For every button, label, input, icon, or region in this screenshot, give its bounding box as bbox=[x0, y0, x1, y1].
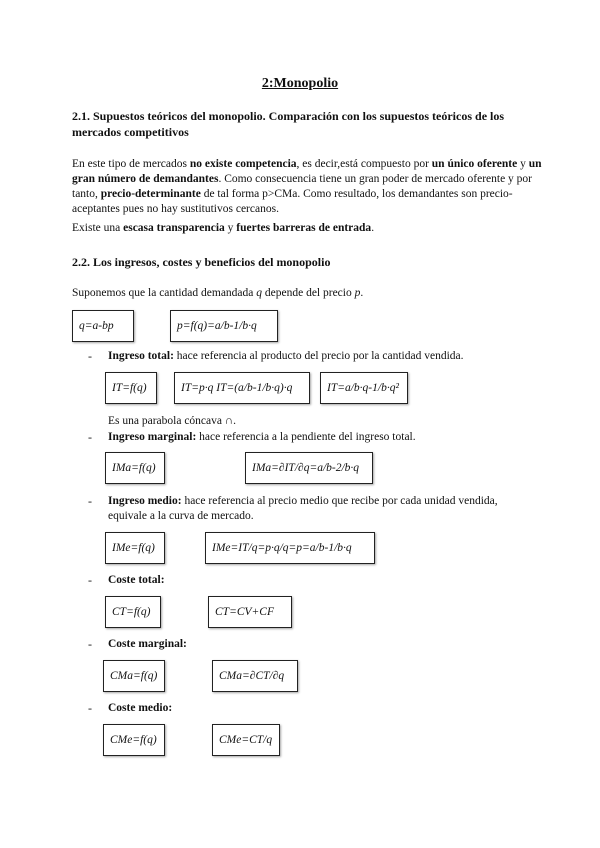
paragraph-barriers bbox=[72, 221, 542, 236]
item-label: Coste total: bbox=[108, 574, 165, 586]
text-run: depende del precio bbox=[262, 287, 355, 299]
bold-run: fuertes barreras de entrada bbox=[236, 222, 372, 234]
item-ingreso-total bbox=[108, 349, 538, 364]
text-run: Suponemos que la cantidad demandada bbox=[72, 287, 257, 299]
item-label: Ingreso total: bbox=[108, 350, 174, 362]
item-text: hace referencia al precio medio que recibe por cada unidad vendida, equivale a la curva de mercado. bbox=[108, 495, 498, 522]
text-run: . bbox=[360, 287, 364, 299]
item-label: Coste marginal: bbox=[108, 638, 187, 650]
bullet-dash: - bbox=[88, 637, 92, 651]
formula-cme-ratio: CMe=CT/q bbox=[212, 724, 280, 756]
formula-ime-average: IMe=IT/q=p·q/q=p=a/b-1/b·q bbox=[205, 532, 375, 564]
item-label: Ingreso medio: bbox=[108, 495, 182, 507]
item-ingreso-medio bbox=[108, 494, 538, 524]
bold-run: no existe competencia bbox=[189, 158, 297, 170]
item-ingreso-marginal bbox=[108, 430, 538, 445]
bold-run: precio-determinante bbox=[100, 188, 201, 200]
formula-it-function: IT=f(q) bbox=[105, 372, 157, 404]
formula-ct-sum: CT=CV+CF bbox=[208, 596, 292, 628]
formula-cme-function: CMe=f(q) bbox=[103, 724, 165, 756]
section-heading-2-1: 2.1. Supuestos teóricos del monopolio. Comparación con los supuestos teóricos de los mercados competitivos bbox=[72, 109, 505, 139]
paragraph-market-description bbox=[72, 157, 542, 217]
bullet-dash: - bbox=[88, 430, 92, 444]
formula-it-product: IT=p·q IT=(a/b-1/b·q)·q bbox=[174, 372, 310, 404]
text-run: y bbox=[224, 222, 237, 234]
bold-run: un gran número de demandantes bbox=[72, 158, 542, 185]
formula-ime-function: IMe=f(q) bbox=[105, 532, 165, 564]
item-label: Coste medio: bbox=[108, 702, 173, 714]
item-label: Ingreso marginal: bbox=[108, 431, 197, 443]
bullet-dash: - bbox=[88, 349, 92, 363]
bullet-dash: - bbox=[88, 573, 92, 587]
text-run: y bbox=[517, 158, 529, 170]
formula-ct-function: CT=f(q) bbox=[105, 596, 161, 628]
item-text: hace referencia a la pendiente del ingreso total. bbox=[196, 431, 416, 443]
formula-cma-derivative: CMa=∂CT/∂q bbox=[212, 660, 298, 692]
page-title: 2:Monopolio bbox=[261, 76, 339, 91]
bullet-dash: - bbox=[88, 494, 92, 508]
formula-cma-function: CMa=f(q) bbox=[103, 660, 165, 692]
bullet-dash: - bbox=[88, 701, 92, 715]
text-run: . Como consecuencia tiene un gran poder de mercado oferente y por tanto, bbox=[72, 173, 533, 200]
formula-ima-function: IMa=f(q) bbox=[105, 452, 165, 484]
bold-run: un único oferente bbox=[431, 158, 518, 170]
item-coste-marginal bbox=[108, 637, 538, 652]
item-coste-medio bbox=[108, 701, 538, 716]
formula-price: p=f(q)=a/b-1/b·q bbox=[170, 310, 278, 342]
text-run: En este tipo de mercados bbox=[72, 158, 190, 170]
formula-demand: q=a-bp bbox=[72, 310, 134, 342]
text-run: Existe una bbox=[72, 222, 124, 234]
formula-ima-derivative: IMa=∂IT/∂q=a/b-2/b·q bbox=[245, 452, 373, 484]
text-run: de tal forma p>CMa. Como resultado, los demandantes son precio-aceptantes pues no hay sustitutivos cercanos. bbox=[72, 188, 513, 215]
note-concave-parabola: Es una parabola cóncava ∩. bbox=[108, 415, 237, 427]
formula-it-expanded: IT=a/b·q-1/b·q² bbox=[320, 372, 408, 404]
italic-run: p bbox=[354, 287, 361, 299]
item-text: hace referencia al producto del precio por la cantidad vendida. bbox=[173, 350, 464, 362]
text-run: . bbox=[371, 222, 375, 234]
text-run: , es decir,está compuesto por bbox=[296, 158, 432, 170]
italic-run: q bbox=[256, 287, 263, 299]
section-heading-2-2: 2.2. Los ingresos, costes y beneficios del monopolio bbox=[72, 255, 331, 269]
paragraph-demand-intro bbox=[72, 286, 542, 301]
bold-run: escasa transparencia bbox=[123, 222, 225, 234]
item-coste-total bbox=[108, 573, 538, 588]
